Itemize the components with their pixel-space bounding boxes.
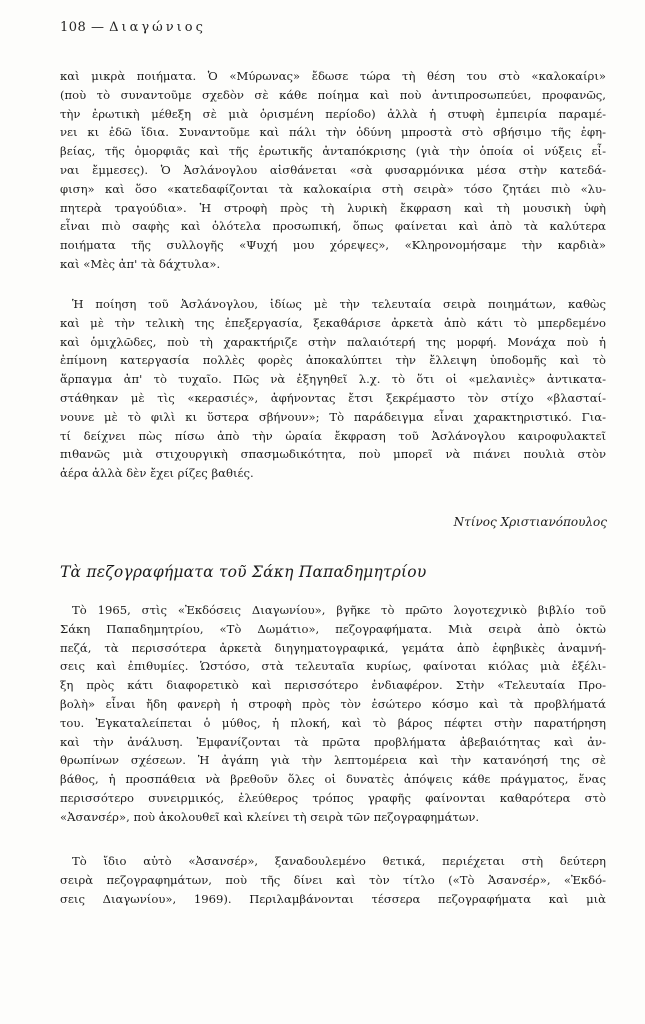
text-line: Τὸ ἴδιο αὐτὸ «Ἀσανσέρ», ξαναδουλεμένο θετικά, περιέχεται στὴ δεύτερη xyxy=(72,854,606,868)
text-line: πητερὰ τραγούδια». Ἡ στροφὴ πρὸς τὴ λυρικὴ ἔκφραση καὶ τὴ μουσικὴ ὑφὴ xyxy=(60,200,606,215)
text-line: βείας, τῆς ὀμορφιᾶς καὶ τῆς ἐρωτικῆς ἀνταπόκρισης (γιὰ τὴν ὁποία οἱ νύξεις εἶ- xyxy=(60,144,606,159)
text-line: σειρὰ πεζογραφημάτων, ποὺ τῆς δίνει καὶ τὸν τίτλο («Τὸ Ἀσανσέρ», «Ἐκδό- xyxy=(60,872,606,887)
text-line: νουνε μὲ τὸ φιλὶ κι ὕστερα σβήνουν»; Τὸ παράδειγμα εἶναι χαρακτηριστικό. Για- xyxy=(60,409,606,424)
text-line: πεζά, τὰ περισσότερα ἀρκετὰ διηγηματογραφικά, γεμάτα ἀπὸ ἐφηβικὲς ἀναμνή- xyxy=(60,640,606,655)
text-line: σεις καὶ ἐπιθυμίες. Ὡστόσο, στὰ τελευταῖα κυρίως, φαίνοται κιόλας μιὰ ἐξέλι- xyxy=(60,659,606,674)
text-line: του. Ἐγκαταλείπεται ὁ μύθος, ἡ πλοκή, καὶ τὸ βάρος πέφτει στὴν παρατήρηση xyxy=(60,715,606,730)
text-line: ξη πρὸς κάτι διαφορετικὸ καὶ περισσότερο ἐνδιαφέρον. Στὴν «Τελευταία Προ- xyxy=(60,678,606,693)
text-line: βολὴ» εἶναι ἤδη φανερὴ ἡ στροφὴ πρὸς τὸν ἐσώτερο κόσμο καὶ τὰ προβλήματά xyxy=(60,696,606,711)
text-line: τί δείχνει πὼς πίσω ἀπὸ τὴν ὡραία ἔκφραση τοῦ Ἀσλάνογλου καιροφυλακτεῖ xyxy=(60,428,606,443)
text-line: καὶ μικρὰ ποιήματα. Ὁ «Μύρωνας» ἔδωσε τώρα τὴ θέση του στὸ «καλοκαίρι» xyxy=(60,69,606,83)
text-line: φιση» καὶ ὅσο «κατεδαφίζονται τὰ καλοκαίρια στὴ σειρὰ» τόσο ζητάει πιὸ «λυ- xyxy=(60,181,606,196)
review2-title: Τὰ πεζογραφήματα τοῦ Σάκη Παπαδημητρίου xyxy=(60,563,427,581)
text-line: καὶ μὲ τὴν τελικὴ της ἐπεξεργασία, ξεκαθάρισε ἀρκετὰ ἀπὸ κάτι τὸ μπερδεμένο xyxy=(60,315,606,330)
text-line: τὴν ἐρωτικὴ μέθεξη σὲ μιὰ ὁρισμένη περίοδο) ἀλλὰ ἡ στυφὴ ἐμπειρία παραμέ- xyxy=(60,106,606,121)
review1-author: Ντίνος Χριστιανόπουλος xyxy=(453,515,607,529)
review2-paragraph-1 xyxy=(60,601,606,827)
text-line: νει κι ἐδῶ ἴδια. Συναντοῦμε καὶ πάλι τὴν ὀδύνη μπροστὰ στὸ σβήσιμο τῆς ἐφη- xyxy=(60,125,606,140)
running-head xyxy=(60,20,206,35)
text-line: καὶ ὁμιχλῶδες, ποὺ τὴ χαρακτήριζε στὴν παλαιότερή της μορφή. Μονάχα ποὺ ἡ xyxy=(60,334,606,349)
text-line: ἀέρα ἀλλὰ δὲν ἔχει ρίζες βαθιές. xyxy=(60,466,254,481)
text-line: εἶναι πιὸ σαφὴς καὶ ὁλότελα προσωπική, ὅπως φαίνεται καὶ ἀπὸ τὰ καλύτερα xyxy=(60,219,606,234)
journal-title: Διαγώνιος xyxy=(109,20,206,35)
text-line: πιθανῶς μιὰ στιχουργικὴ σπασμωδικότητα, ποὺ μπορεῖ νὰ πιάνει πουλιὰ στὸν xyxy=(60,447,606,462)
text-line: «Ἀσανσέρ», ποὺ ἀκολουθεῖ καὶ κλείνει τὴ σειρὰ τῶν πεζογραφημάτων. xyxy=(60,809,480,824)
review2-paragraph-2 xyxy=(60,852,606,908)
text-line: Ἡ ποίηση τοῦ Ἀσλάνογλου, ἰδίως μὲ τὴν τελευταία σειρὰ ποιημάτων, καθὼς xyxy=(72,297,606,311)
text-line: σεις Διαγωνίου», 1969). Περιλαμβάνονται τέσσερα πεζογραφήματα καὶ μιὰ xyxy=(60,891,606,906)
text-line: ἐπίμονη κατεργασία πολλὲς φορὲς ἀποκαλύπτει τὴν ἔλλειψη ὑποδομῆς καὶ τὸ xyxy=(60,353,606,368)
page-number: 108 xyxy=(60,20,87,35)
text-line: (ποὺ τὸ συναντοῦμε σχεδὸν σὲ κάθε ποίημα καὶ ποὺ ἀντιπροσωπεύει, προφανῶς, xyxy=(60,87,606,102)
review1-paragraph-1 xyxy=(60,67,606,274)
text-line: Τὸ 1965, στὶς «Ἐκδόσεις Διαγωνίου», βγῆκε τὸ πρῶτο λογοτεχνικὸ βιβλίο τοῦ xyxy=(72,603,606,617)
text-line: στάθηκαν μὲ τὶς «κερασιές», ἀφήνοντας ἔτσι ξεκρέμαστο τὸν στίχο «βλασταί- xyxy=(60,390,606,405)
text-line: περισσότερο συνειρμικός, ἐλεύθερος τρόπος γραφῆς φαίνονται καθαρότερα στὸ xyxy=(60,790,606,805)
text-line: καὶ «Μὲς ἀπ' τὰ δάχτυλα». xyxy=(60,256,221,271)
text-line: θρωπίνων σχέσεων. Ἡ ἀγάπη γιὰ τὴν λεπτομέρεια καὶ τὴν κατανόησή της σὲ xyxy=(60,753,606,768)
text-line: καὶ τὴν ἀνάλυση. Ἐμφανίζονται τὰ πρῶτα προβλήματα ἀβεβαιότητας καὶ ἀν- xyxy=(60,734,606,749)
text-line: ποιήματα τῆς συλλογῆς «Ψυχή μου χόρεψες», «Κληρονομήσαμε τὴν καρδιὰ» xyxy=(60,238,606,253)
head-separator: — xyxy=(90,20,105,35)
text-line: βάθος, ἡ προσπάθεια νὰ βρεθοῦν ὅλες οἱ δυνατὲς ἀπόψεις κάθε πράγματος, ἕνας xyxy=(60,772,606,787)
review1-paragraph-2 xyxy=(60,295,606,483)
text-line: ναι ἔμμεσες). Ὁ Ἀσλάνογλου αἰσθάνεται «σὰ φυσαρμόνικα μέσα στὴν κατεδά- xyxy=(60,162,606,177)
text-line: Σάκη Παπαδημητρίου, «Τὸ Δωμάτιο», πεζογραφήματα. Μιὰ σειρὰ ἀπὸ ὀκτὼ xyxy=(60,621,606,636)
text-line: ἅρπαγμα ἀπ' τὸ τυχαῖο. Πῶς νὰ ἐξηγηθεῖ λ.χ. τὸ ὅτι οἱ «μελανιὲς» ἀντικατα- xyxy=(60,372,606,387)
